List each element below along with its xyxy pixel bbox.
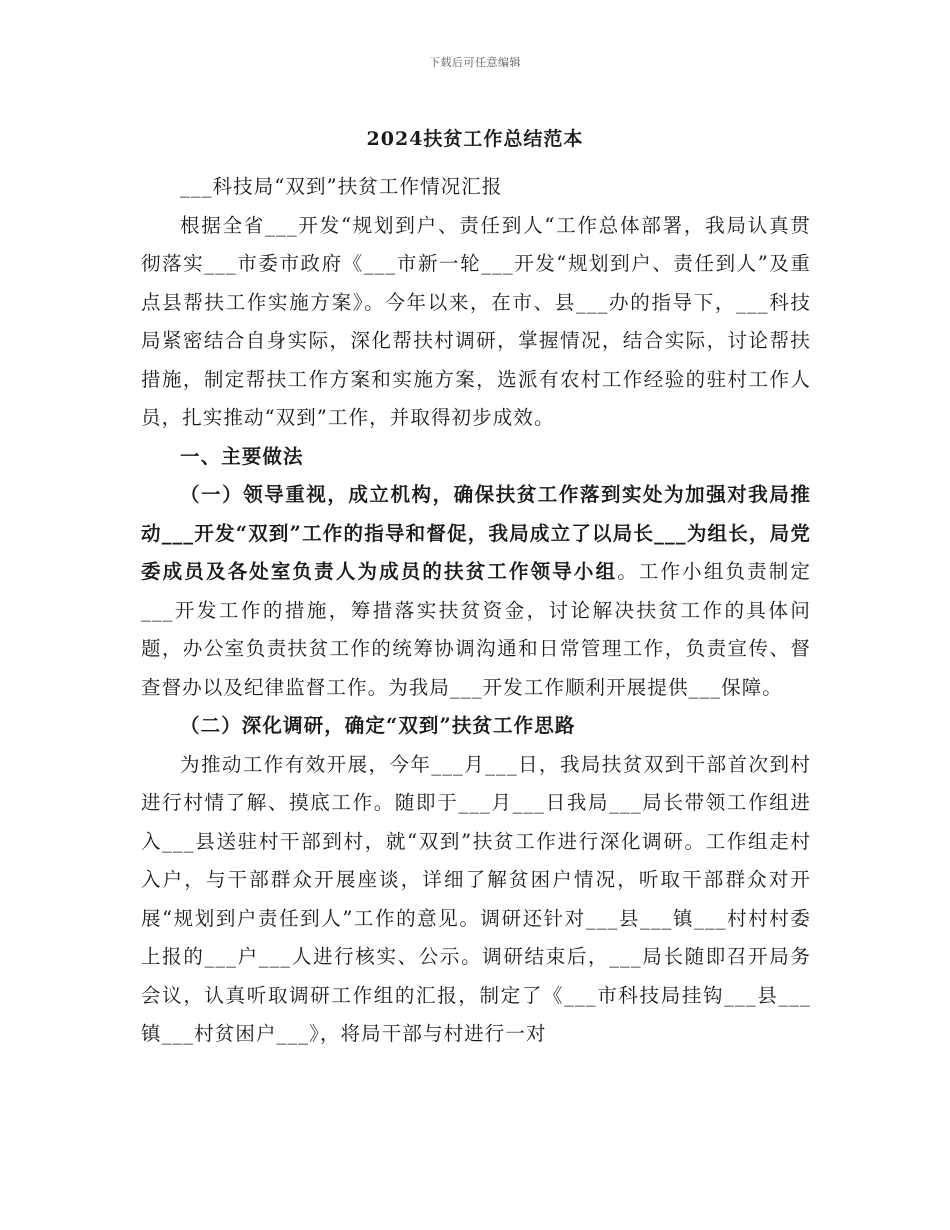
- paragraph-leadership: [141, 476, 811, 707]
- paragraph-leadership-body: 。工作小组负责制定___开发工作的措施，筹措落实扶贫资金，讨论解决扶贫工作的具体问题，办公室负责扶贫工作的统筹协调沟通和日常管理工作，负责宣传、督查督办以及纪律监督工作。为我局___开发工作顺利开展提供___保障。: [141, 560, 812, 699]
- document-body: [141, 168, 811, 1054]
- section-heading-main-practices: 一、主要做法: [180, 444, 304, 468]
- sub-heading-leadership: （一）领导重视，成立机构，确保扶贫工作落到实处为加强对我局推动___开发“双到”工作的指导和督促，我局成立了以局长___为组长，局党委成员及各处室负责人为成员的扶贫工作领导小组: [141, 483, 811, 583]
- paragraph-intro: 根据全省___开发“规划到户、责任到人“工作总体部署，我局认真贯彻落实___市委市政府《___市新一轮___开发“规划到户、责任到人”及重点县帮扶工作实施方案》。今年以来，在市、县___办的指导下，___科技局紧密结合自身实际，深化帮扶村调研，掌握情况，结合实际，讨论帮扶措施，制定帮扶工作方案和实施方案，选派有农村工作经验的驻村工作人员，扎实推动“双到”工作，并取得初步成效。: [141, 213, 811, 429]
- paragraph-research: 为推动工作有效开展，今年___月___日，我局扶贫双到干部首次到村进行村情了解、摸底工作。随即于___月___日我局___局长带领工作组进入___县送驻村干部到村，就“双到”扶贫工作进行深化调研。工作组走村入户，与干部群众开展座谈，详细了解贫困户情况，听取干部群众对开展“规划到户责任到人”工作的意见。调研还针对___县___镇___村村村委上报的___户___人进行核实、公示。调研结束后，___局长随即召开局务会议，认真听取调研工作组的汇报，制定了《___市科技局挂钩___县___镇___村贫困户___》，将局干部与村进行一对: [141, 752, 811, 1045]
- document-subtitle: ___科技局“双到”扶贫工作情况汇报: [180, 175, 503, 198]
- document-title: 2024扶贫工作总结范本: [366, 128, 584, 150]
- sub-heading-research: （二）深化调研，确定“双到”扶贫工作思路: [180, 714, 576, 737]
- page-header-note: 下载后可任意编辑: [429, 56, 521, 69]
